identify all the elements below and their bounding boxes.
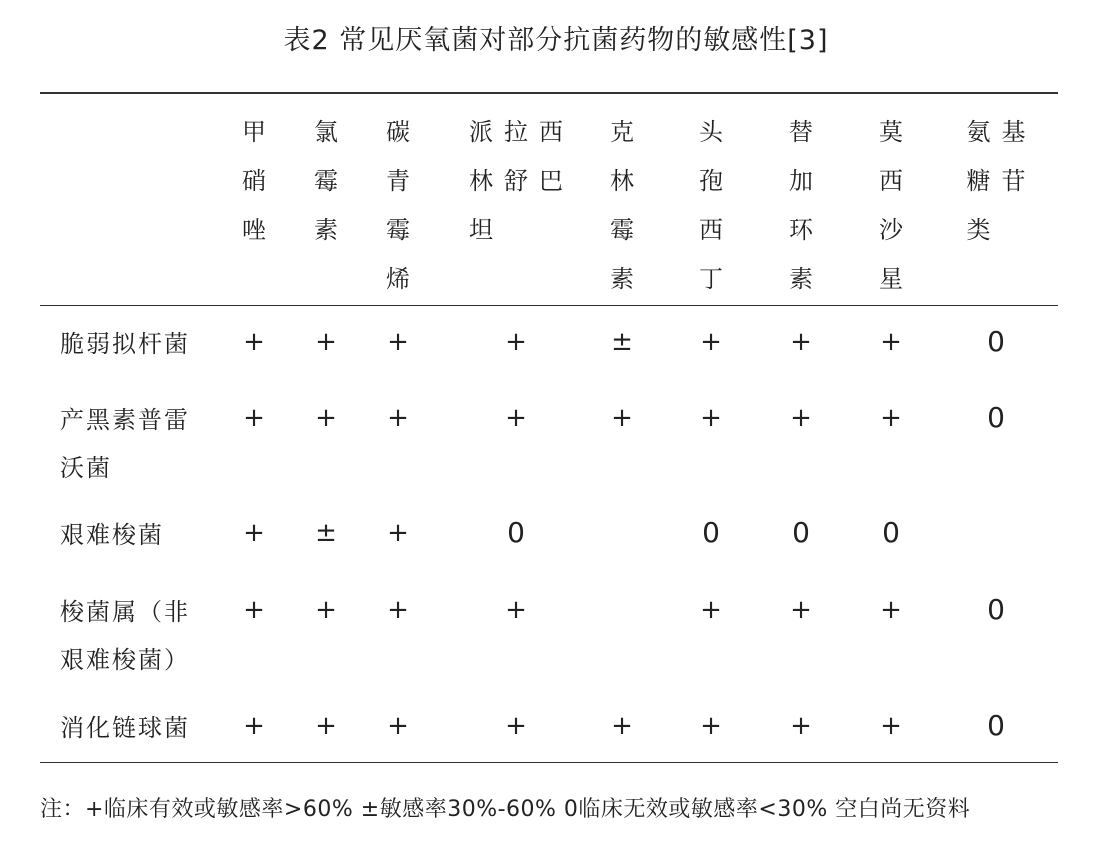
column-header-char: 氯	[314, 118, 338, 146]
table-cell: +	[243, 327, 265, 357]
row-label: 沃菌	[60, 454, 112, 482]
row-label: 艰难梭菌）	[60, 646, 190, 674]
table-cell: +	[315, 403, 337, 433]
column-header-char: 克	[610, 118, 634, 146]
column-header-char: 莫	[879, 118, 903, 146]
table-cell: +	[243, 595, 265, 625]
column-header-char: 基	[1001, 118, 1026, 146]
column-header-char: 孢	[699, 167, 723, 195]
table-cell: +	[387, 595, 409, 625]
table-cell: +	[243, 403, 265, 433]
row-label: 艰难梭菌	[60, 521, 164, 549]
column-header-char: 素	[610, 265, 634, 293]
table-cell: +	[880, 595, 902, 625]
table-cell: 0	[792, 516, 810, 549]
table-cell: 0	[987, 401, 1005, 434]
column-header-char: 苷	[1001, 167, 1026, 195]
table-cell: +	[243, 518, 265, 548]
table-note: 注：+临床有效或敏感率>60% ±敏感率30%-60% 0临床无效或敏感率<30% 空白尚无资料	[40, 797, 971, 822]
table-cell: +	[387, 403, 409, 433]
table-cell: +	[387, 327, 409, 357]
column-header-char: 氨	[966, 118, 991, 146]
column-header-char: 环	[789, 216, 813, 244]
column-header-char: 头	[699, 118, 723, 146]
column-header-char: 素	[789, 265, 813, 293]
column-header-char: 硝	[242, 167, 266, 195]
table-cell: 0	[702, 516, 720, 549]
table-cell: +	[505, 595, 527, 625]
table-cell: +	[387, 711, 409, 741]
table-cell: +	[880, 711, 902, 741]
table-cell: +	[700, 403, 722, 433]
column-header-char: 霉	[386, 216, 410, 244]
table-cell: +	[505, 327, 527, 357]
table-cell: +	[611, 711, 633, 741]
row-label: 梭菌属（非	[60, 598, 190, 626]
table-cell: ±	[611, 327, 633, 357]
table-cell: +	[505, 711, 527, 741]
column-header-char: 碳	[386, 118, 410, 146]
column-header-char: 舒	[504, 167, 528, 195]
table-title: 表2 常见厌氧菌对部分抗菌药物的敏感性[3]	[283, 25, 829, 56]
column-header-char: 青	[386, 167, 410, 195]
header-rule	[40, 305, 1058, 306]
table-cell: +	[387, 518, 409, 548]
column-header-char: 林	[469, 167, 493, 195]
table-cell: +	[880, 327, 902, 357]
table-cell: 0	[987, 325, 1005, 358]
table-cell: +	[505, 403, 527, 433]
column-header-char: 西	[879, 167, 903, 195]
bottom-rule	[40, 762, 1058, 763]
top-rule	[40, 92, 1058, 94]
table-cell: +	[700, 327, 722, 357]
table-cell: +	[790, 711, 812, 741]
table-cell: +	[700, 711, 722, 741]
column-header-char: 丁	[699, 265, 723, 293]
column-header-char: 拉	[504, 118, 528, 146]
row-label: 消化链球菌	[60, 714, 190, 742]
table-cell: +	[790, 403, 812, 433]
table-cell: 0	[882, 516, 900, 549]
column-header-char: 类	[966, 216, 991, 244]
column-header-char: 加	[789, 167, 813, 195]
column-header-char: 西	[699, 216, 723, 244]
table-cell: 0	[987, 593, 1005, 626]
column-header-char: 霉	[610, 216, 634, 244]
table-cell: +	[243, 711, 265, 741]
table-cell: ±	[315, 518, 337, 548]
table-cell: +	[315, 711, 337, 741]
column-header-char: 替	[789, 118, 813, 146]
row-label: 脆弱拟杆菌	[60, 330, 190, 358]
table-cell: +	[790, 327, 812, 357]
column-header-char: 糖	[966, 167, 991, 195]
column-header-char: 巴	[539, 167, 563, 195]
column-header-char: 唑	[242, 216, 266, 244]
row-label: 产黑素普雷	[60, 406, 190, 434]
table-cell: 0	[987, 709, 1005, 742]
table-cell: +	[315, 595, 337, 625]
table-cell: +	[790, 595, 812, 625]
column-header-char: 霉	[314, 167, 338, 195]
column-header-char: 甲	[242, 118, 266, 146]
column-header-char: 派	[469, 118, 493, 146]
column-header-char: 西	[539, 118, 563, 146]
column-header-char: 星	[879, 265, 903, 293]
table-cell: +	[880, 403, 902, 433]
column-header-char: 素	[314, 216, 338, 244]
column-header-char: 沙	[879, 216, 903, 244]
table-cell: 0	[507, 516, 525, 549]
table-cell: +	[315, 327, 337, 357]
table-cell: +	[700, 595, 722, 625]
column-header-char: 坦	[469, 216, 493, 244]
column-header-char: 林	[610, 167, 634, 195]
table-cell: +	[611, 403, 633, 433]
column-header-char: 烯	[386, 265, 410, 293]
